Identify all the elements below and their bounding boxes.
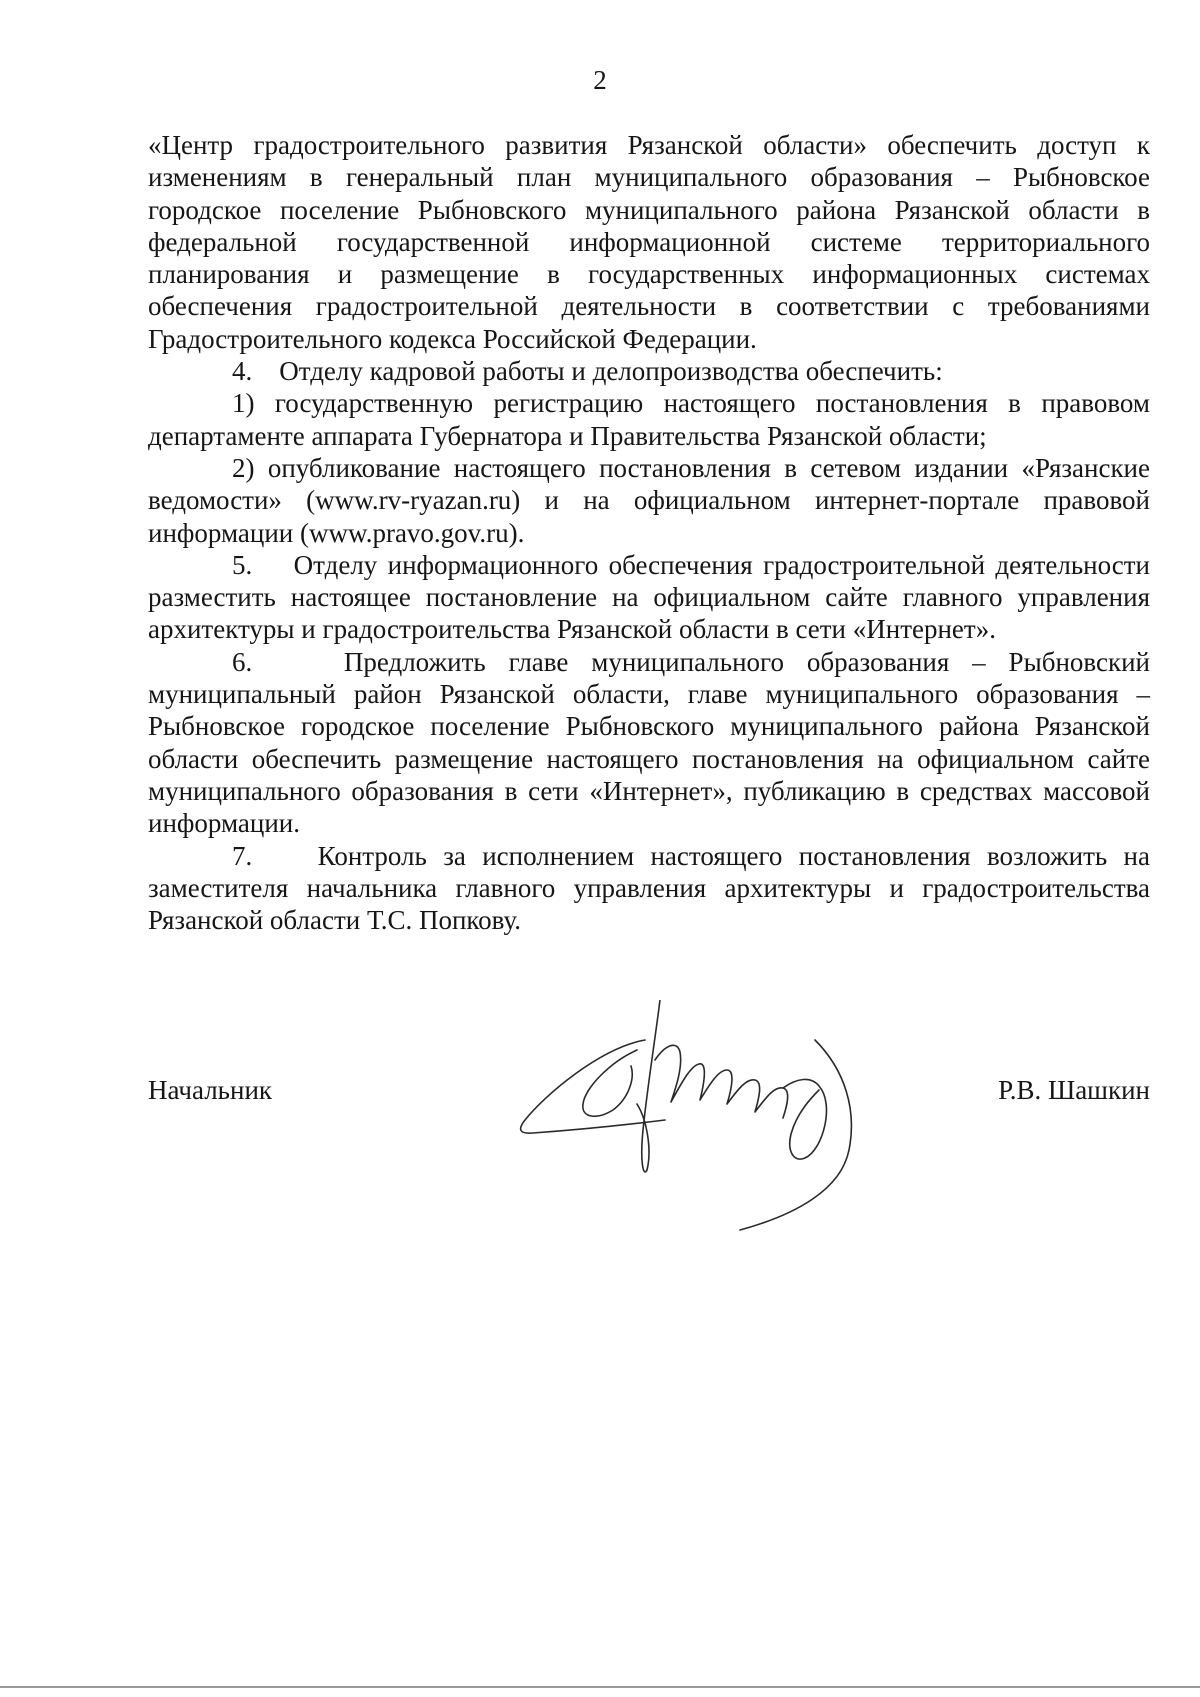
paragraph-item-6: 6. Предложить главе муниципального образования – Рыбновский муниципальный район Рязанской области, главе муниципального образования – Рыбновское городское поселение Рыбновского муниципального района Рязанской области обеспечить размещение настоящего постановления на официальном сайте муниципального образования в сети «Интернет», публикацию в средствах массовой информации. [148,646,1157,839]
paragraph-item-7: 7. Контроль за исполнением настоящего постановления возложить на заместителя начальника главного управления архитектуры и градостроительства Рязанской области Т.С. Попкову. [148,840,1157,936]
document-body [148,129,1157,936]
paragraph-intro: «Центр градостроительного развития Рязанской области» обеспечить доступ к изменениям в генеральный план муниципального образования – Рыбновское городское поселение Рыбновского муниципального района Рязанской области в федеральной государственной информационной системе территориального планирования и размещение в государственных информационных системах обеспечения градостроительной деятельности в соответствии с требованиями Градостроительного кодекса Российской Федерации. [148,130,1150,354]
paragraph-item-5: 5. Отделу информационного обеспечения градостроительной деятельности разместить настоящее постановление на официальном сайте главного управления архитектуры и градостроительства Рязанской области в сети «Интернет». [148,549,1157,645]
paragraph-item-4: 4. Отделу кадровой работы и делопроизводства обеспечить: [232,356,943,387]
page-number: 2 [593,65,607,95]
signatory-title: Начальник [148,1075,273,1105]
handwritten-signature [515,1000,890,1235]
page-bottom-edge [0,1686,1200,1688]
paragraph-item-4-2: 2) опубликование настоящего постановления в сетевом издании «Рязанские ведомости» (www.rv-ryazan.ru) и на официальном интернет-портале правовой информации (www.pravo.gov.ru). [148,452,1150,548]
paragraph-item-4-1: 1) государственную регистрацию настоящего постановления в правовом департаменте аппарата Губернатора и Правительства Рязанской области; [148,388,1150,451]
signatory-name: Р.В. Шашкин [998,1075,1150,1105]
